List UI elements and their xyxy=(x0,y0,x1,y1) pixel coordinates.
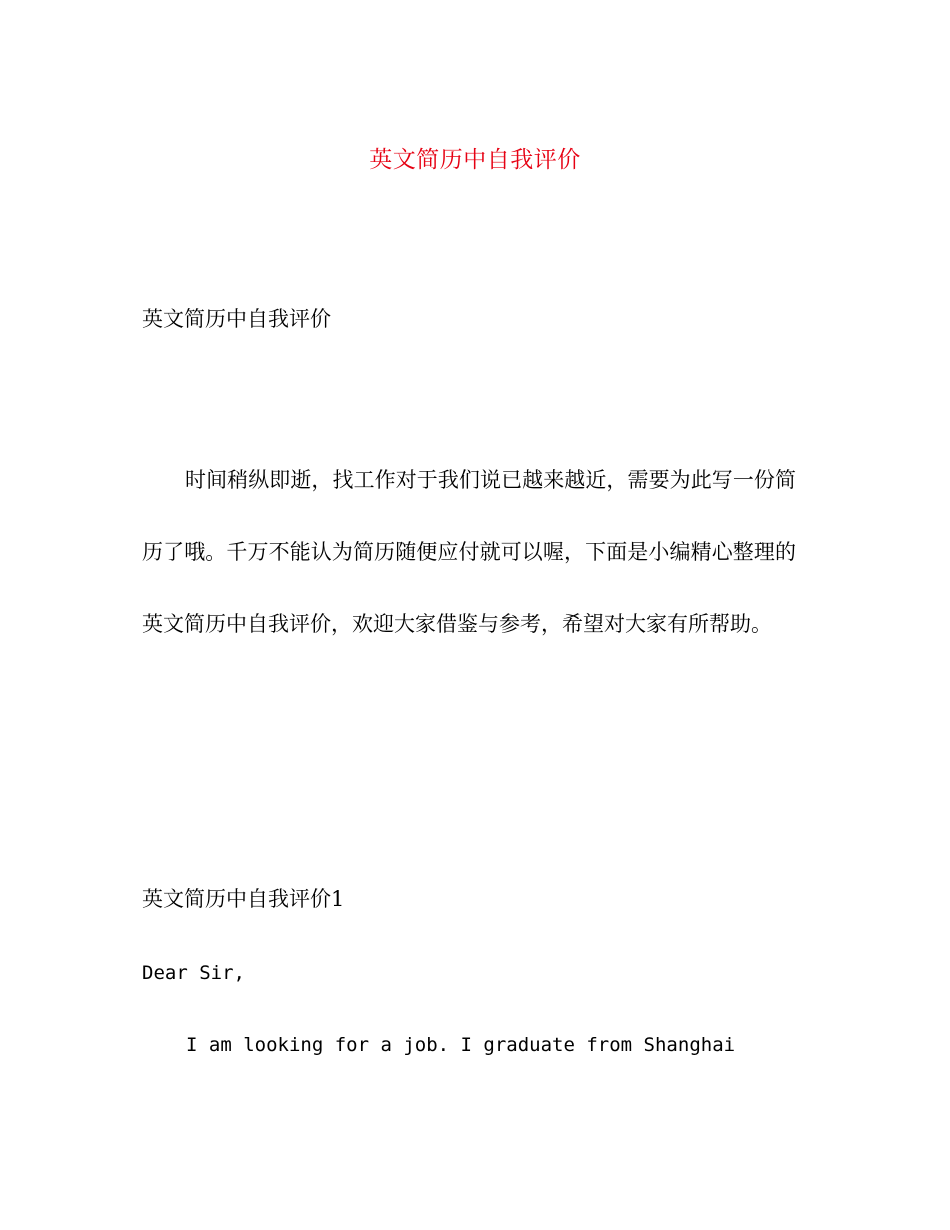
letter-body-line: I am looking for a job. I graduate from Shanghai xyxy=(186,1034,736,1056)
intro-paragraph: 时间稍纵即逝，找工作对于我们说已越来越近，需要为此写一份简历了哦。千万不能认为简历随便应付就可以喔，下面是小编精心整理的英文简历中自我评价，欢迎大家借鉴与参考，希望对大家有所帮助。 xyxy=(142,468,796,636)
section-heading: 英文简历中自我评价1 xyxy=(142,887,345,911)
letter-salutation: Dear Sir, xyxy=(142,962,245,984)
document-title: 英文简历中自我评价 xyxy=(369,147,581,173)
document-subtitle: 英文简历中自我评价 xyxy=(142,307,331,331)
